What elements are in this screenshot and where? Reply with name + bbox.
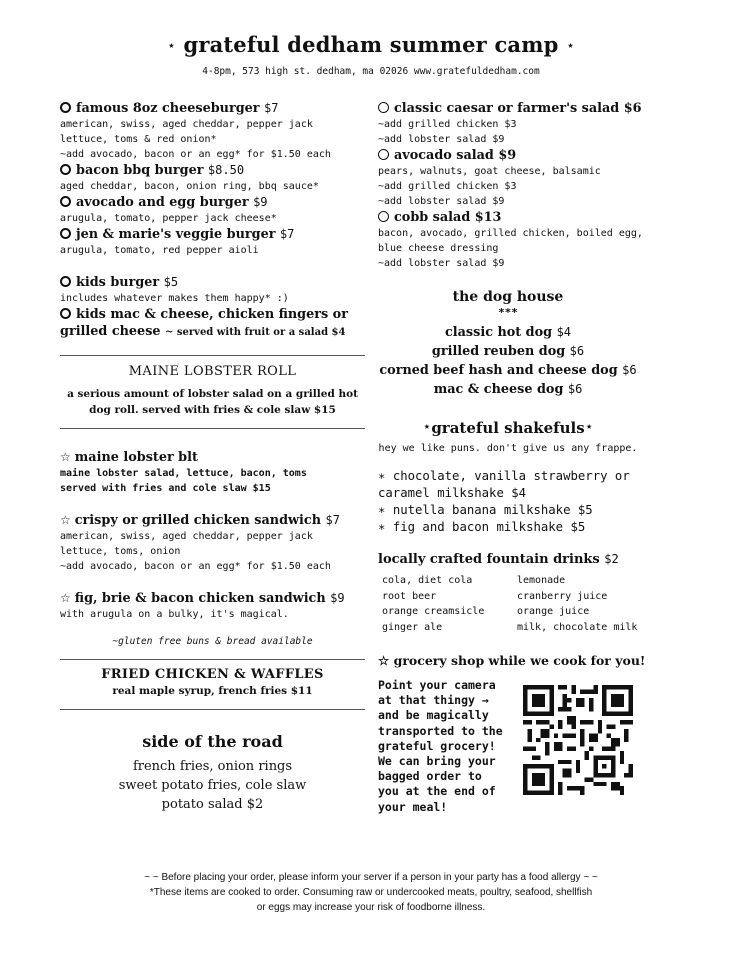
menu-item [60, 226, 365, 258]
drink-item: lemonade [517, 575, 566, 586]
asterisk-icon: ∗ [378, 469, 386, 483]
menu-item [358, 361, 658, 380]
item-price: $7 [325, 513, 340, 527]
item-desc: lettuce, toms, onion [60, 546, 181, 557]
footer-disclaimer [0, 870, 742, 915]
item-desc: american, swiss, aged cheddar, pepper jack [60, 531, 313, 542]
bullet-icon [60, 102, 71, 113]
item-price: $6 [569, 344, 585, 358]
menu-item [60, 449, 365, 496]
menu-item [378, 209, 678, 271]
bullet-icon [378, 149, 389, 160]
item-name: classic caesar or farmer's salad [394, 101, 620, 116]
side-item: potato salad $2 [161, 797, 264, 812]
drink-item: cranberry juice [517, 590, 608, 602]
shakes-section [378, 419, 678, 536]
chicken-waffles-desc: real maple syrup, french fries $11 [112, 685, 313, 697]
fountain-section [378, 552, 678, 635]
item-price: $6 [623, 101, 642, 116]
item-price: $8.50 [207, 163, 245, 177]
item-desc: ~add avocado, bacon or an egg* for $1.50 each [60, 561, 331, 572]
menu-item [60, 590, 365, 622]
divider [60, 355, 365, 356]
gluten-free-note: ~gluten free buns & bread available [112, 636, 313, 647]
raw-food-warning: *These items are cooked to order. Consuming raw or undercooked meats, poultry, seafood, shellfish [149, 887, 593, 898]
star-outline-icon: ☆ [60, 450, 71, 464]
item-desc: ~add grilled chicken $3 [378, 181, 517, 192]
drink-item: cola, diet cola [382, 575, 473, 586]
menu-item [358, 380, 658, 399]
divider [60, 659, 365, 660]
item-name: crispy or grilled chicken sandwich [74, 513, 321, 528]
address-line: 4-8pm, 573 high st. dedham, ma 02026 www.gratefuldedham.com [202, 66, 540, 77]
asterisk-icon: ∗ [378, 520, 386, 534]
side-of-road-title: side of the road [142, 732, 283, 751]
item-desc: american, swiss, aged cheddar, pepper jack [60, 119, 313, 130]
drink-item: ginger ale [382, 621, 443, 633]
item-name: bacon bbq burger [76, 163, 204, 178]
item-price: $7 [264, 101, 279, 115]
menu-item [60, 100, 365, 162]
drink-item: milk, chocolate milk [517, 621, 638, 633]
bullet-icon [378, 102, 389, 113]
drink-item: root beer [382, 590, 437, 602]
item-name: fig, brie & bacon chicken sandwich [74, 591, 326, 606]
drink-item: orange juice [517, 606, 590, 617]
menu-item-kids-meal [60, 306, 365, 340]
drink-item: orange creamsicle [382, 606, 485, 617]
item-desc: blue cheese dressing [378, 243, 499, 254]
raw-food-warning: or eggs may increase your risk of foodborne illness. [256, 902, 486, 913]
side-item: french fries, onion rings [132, 759, 293, 774]
chicken-waffles-title: FRIED CHICKEN & WAFFLES [101, 667, 324, 682]
item-name: jen & marie's veggie burger [76, 227, 276, 242]
allergy-notice: ~ ~ Before placing your order, please inform your server if a person in your party has a food allergy ~ ~ [144, 872, 598, 883]
star-icon: ⋆ [422, 419, 432, 435]
item-price: $5 [163, 275, 179, 289]
item-desc: ~add avocado, bacon or an egg* for $1.50 each [60, 149, 331, 160]
lobster-roll-section [60, 364, 365, 428]
lobster-roll-title: MAINE LOBSTER ROLL [128, 364, 297, 379]
qr-code-icon[interactable] [523, 685, 633, 795]
shakes-title-text: grateful shakefuls [431, 419, 585, 437]
bullet-icon [60, 196, 71, 207]
item-desc: ~add lobster salad $9 [378, 258, 505, 269]
item-price: $9 [498, 148, 517, 163]
menu-item [378, 100, 678, 147]
shakes-subtitle: hey we like puns. don't give us any frappe. [378, 443, 638, 454]
bullet-icon [60, 276, 71, 287]
item-name: grilled reuben dog [431, 344, 566, 359]
shake-item: ∗ chocolate, vanilla strawberry or [378, 469, 630, 483]
lobster-roll-desc: a serious amount of lobster salad on a grilled hot [67, 388, 358, 400]
item-desc: includes whatever makes them happy* :) [60, 293, 289, 304]
star-icon: ⋆ [566, 38, 576, 54]
menu-item [60, 162, 365, 194]
star-outline-icon: ☆ [60, 513, 71, 527]
item-desc: served with fries and cole slaw $15 [60, 483, 271, 494]
right-column [378, 100, 678, 815]
menu-item [60, 512, 365, 574]
grocery-title: ☆ grocery shop while we cook for you! [378, 653, 646, 668]
item-name: famous 8oz cheeseburger [76, 101, 260, 116]
grocery-text: Point your camera at that thingy → and be magically transported to the grateful grocery! We can bring your bagged order to you at the end of your meal! [378, 678, 503, 814]
bullet-icon [378, 211, 389, 222]
fountain-drink-list [382, 573, 678, 635]
star-outline-icon: ☆ [378, 653, 390, 668]
item-name: corned beef hash and cheese dog [379, 363, 618, 378]
star-icon: ⋆ [166, 38, 176, 54]
item-price: $7 [279, 227, 295, 241]
left-column [60, 100, 365, 814]
menu-item [358, 342, 658, 361]
item-desc: ~add lobster salad $9 [378, 196, 505, 207]
menu-header [0, 32, 742, 77]
dog-house-separator: *** [498, 306, 518, 319]
dog-house-title: the dog house [452, 289, 564, 305]
menu-item [378, 147, 678, 209]
item-desc: lettuce, toms & red onion* [60, 134, 217, 145]
item-name: kids burger [76, 275, 160, 290]
item-name: avocado and egg burger [76, 195, 249, 210]
menu-item-kids-burger [60, 274, 365, 306]
item-name: avocado salad [394, 148, 494, 163]
side-of-road-section [60, 732, 365, 814]
item-desc: bacon, avocado, grilled chicken, boiled egg, [378, 228, 643, 239]
item-name: maine lobster blt [74, 450, 198, 465]
item-price: $6 [567, 382, 583, 396]
fountain-title: locally crafted fountain drinks $2 [378, 552, 619, 567]
bullet-icon [60, 164, 71, 175]
fountain-price: $2 [604, 552, 619, 566]
item-price: $9 [330, 591, 345, 605]
grocery-section [378, 653, 678, 815]
shake-item: caramel milkshake $4 [378, 486, 527, 500]
item-desc: pears, walnuts, goat cheese, balsamic [378, 166, 601, 177]
item-desc: arugula, tomato, pepper jack cheese* [60, 213, 277, 224]
item-name: cobb salad [394, 210, 471, 225]
bullet-icon [60, 308, 71, 319]
shake-item: ∗ fig and bacon milkshake $5 [378, 520, 586, 534]
shake-item: ∗ nutella banana milkshake $5 [378, 503, 593, 517]
menu-item [358, 323, 658, 342]
item-price: $4 [556, 325, 572, 339]
item-desc: ~add grilled chicken $3 [378, 119, 517, 130]
chicken-waffles-section [60, 667, 365, 709]
lobster-roll-desc: dog roll. served with fries & cole slaw $15 [89, 404, 336, 416]
item-price: $6 [622, 363, 637, 377]
item-desc: maine lobster salad, lettuce, bacon, toms [60, 468, 307, 479]
item-name: classic hot dog [444, 325, 553, 340]
item-name: mac & cheese dog [433, 382, 564, 397]
item-desc: with arugula on a bulky, it's magical. [60, 609, 289, 620]
item-price: $9 [253, 195, 268, 209]
menu-title-text: grateful dedham summer camp [183, 32, 559, 57]
star-outline-icon: ☆ [60, 591, 71, 605]
item-desc: arugula, tomato, red pepper aioli [60, 245, 259, 256]
menu-title [0, 32, 742, 57]
asterisk-icon: ∗ [378, 503, 386, 517]
side-item: sweet potato fries, cole slaw [118, 778, 307, 793]
item-price: $13 [474, 210, 502, 225]
star-icon: ⋆ [584, 419, 594, 435]
dog-house-section [358, 289, 658, 399]
item-desc: aged cheddar, bacon, onion ring, bbq sauce* [60, 181, 319, 192]
bullet-icon [60, 228, 71, 239]
item-name: kids mac & cheese, chicken fingers or [76, 307, 348, 322]
shakes-title [358, 419, 658, 437]
menu-item [60, 194, 365, 226]
item-desc: ~add lobster salad $9 [378, 134, 505, 145]
item-note: ~ served with fruit or a salad $4 [165, 327, 346, 338]
item-name: grilled cheese [60, 324, 161, 339]
